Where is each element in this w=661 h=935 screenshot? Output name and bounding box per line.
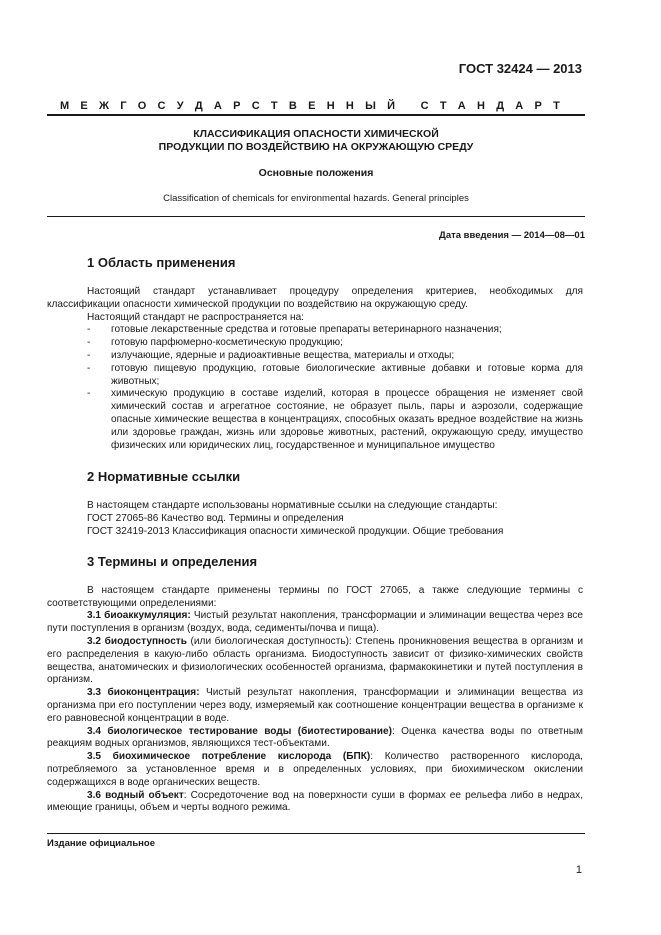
banner-letter: Р (534, 100, 542, 112)
banner-letter: У (176, 100, 184, 112)
banner-letter: О (137, 100, 147, 112)
gost-number: ГОСТ 32424 — 2013 (458, 61, 582, 76)
banner-letter: Е (80, 100, 88, 112)
banner-letter: Т (553, 100, 560, 112)
banner-letter: Ы (365, 100, 376, 112)
banner-letter: Т (439, 100, 447, 112)
document-subtitle: Основные положения (258, 167, 374, 179)
section-3-paragraph: В настоящем стандарте применены термины по ГОСТ 27065, а также следующие термины с соответствующими определениями: (47, 584, 583, 609)
banner-letter: Р (233, 100, 241, 112)
section-2-heading: 2 Нормативные ссылки (87, 469, 241, 485)
banner-letter: Й (387, 100, 396, 112)
introduction-date: Дата введения — 2014—08—01 (439, 230, 585, 241)
list-item: - излучающие, ядерные и радиоактивные вещества, материалы и отходы; (87, 349, 455, 361)
banner-letter: А (515, 100, 524, 112)
banner-letter: Е (308, 100, 316, 112)
term-definition: 3.3 биоконцентрация: Чистый результат накопления, трансформации и элиминации вещества из организма при его поступлении через воду, измеряемый как соотношение концентрации вещества в организме к его равновесной концентрации в воде. (47, 687, 584, 724)
page-number: 1 (575, 864, 582, 876)
term-definition: 3.5 биохимическое потребление кислорода (БПК): Количество растворенного кислорода, потребляемого за установленное время и в определенных условиях, при биохимическом окислении содержащихся в воде органических веществ. (47, 751, 583, 788)
term-definition: 3.2 биодоступность (или биологическая доступность): Степень проникновения вещества в организм и его распределения в какую-либо область организма. Биодоступность зависит от физико-химических свойств вещества, анатомических и физиологических особенностей организма, фармакокинетики и путей поступления в организм. (47, 635, 583, 686)
banner-letter: С (251, 100, 260, 112)
banner-letter: Н (345, 100, 354, 112)
official-edition-label: Издание официальное (47, 838, 155, 849)
banner-letter: В (288, 100, 297, 112)
banner-letter: С (157, 100, 166, 112)
list-item: - готовые лекарственные средства и готовые препараты ветеринарного назначения; (87, 324, 502, 336)
banner-letter: Г (120, 100, 127, 112)
list-item: - готовую парфюмерно-косметическую продукцию; (87, 337, 343, 349)
banner-letter (406, 100, 409, 112)
banner-letter: А (213, 100, 222, 112)
term-definition: 3.6 водный объект: Сосредоточение вод на поверхности суши в формах ее рельефа либо в недрах, имеющие границы, объем и черты водного режима. (47, 789, 584, 814)
interstate-standard-banner (60, 100, 560, 112)
banner-letter: Д (194, 100, 203, 112)
banner-letter: А (457, 100, 466, 112)
list-item: - готовую пищевую продукцию, готовые биологические активные добавки и готовые корма для животных; (87, 362, 583, 387)
list-item: - химическую продукцию в составе изделий, которая в процессе обращения не изменяет свой химический состав и агрегатное состояние, не образует пыль, пары и аэрозоли, содержащие опасные химические вещества в концентрациях, способных оказать вредное воздействие на жизнь или здоровье граждан, жизнь или здоровье животных, растений, окружающую среду, имущество физических или юридических лиц, государственное и муниципальное имущество (87, 388, 583, 451)
term-definition: 3.1 биоаккумуляция: Чистый результат накопления, трансформации и элиминации вещества через все пути поступления в организм (воздух, вода, седименты/почва и пища). (47, 610, 584, 635)
normative-reference: ГОСТ 32419-2013 Классификация опасности химической продукции. Общие требования (87, 525, 504, 537)
document-title (47, 128, 585, 154)
section-3-heading: 3 Термины и определения (87, 553, 258, 569)
banner-letter: Н (326, 100, 335, 112)
section-1-paragraph: Настоящий стандарт устанавливает процедуру определения критериев, необходимых для классификации опасности химической продукции по воздействию на окружающую среду. (47, 286, 583, 310)
banner-letter: Т (270, 100, 278, 112)
english-title: Classification of chemicals for environmental hazards. General principles (163, 193, 469, 204)
banner-letter: Ж (99, 100, 109, 112)
document-body (47, 254, 583, 815)
title-rule (47, 216, 585, 217)
footer-rule (47, 833, 585, 834)
banner-letter: М (60, 100, 70, 112)
banner-letter: Д (496, 100, 505, 112)
normative-reference: ГОСТ 27065-86 Качество вод. Термины и определения (87, 513, 344, 525)
section-2-paragraph: В настоящем стандарте использованы нормативные ссылки на следующие стандарты: (87, 500, 498, 512)
section-1-heading: 1 Область применения (87, 255, 236, 270)
banner-letter: С (420, 100, 429, 112)
term-definition: 3.4 биологическое тестирование воды (биотестирование): Оценка качества воды по ответным реакциям водных организмов, являющихся тест-объектами. (47, 725, 583, 750)
banner-letter: Н (477, 100, 485, 112)
title-line-2: ПРОДУКЦИИ ПО ВОЗДЕЙСТВИЮ НА ОКРУЖАЮЩУЮ СРЕДУ (158, 141, 474, 153)
section-1-paragraph: Настоящий стандарт не распространяется на: (87, 311, 304, 323)
title-line-1: КЛАССИФИКАЦИЯ ОПАСНОСТИ ХИМИЧЕСКОЙ (193, 128, 439, 140)
top-rule (47, 114, 585, 116)
